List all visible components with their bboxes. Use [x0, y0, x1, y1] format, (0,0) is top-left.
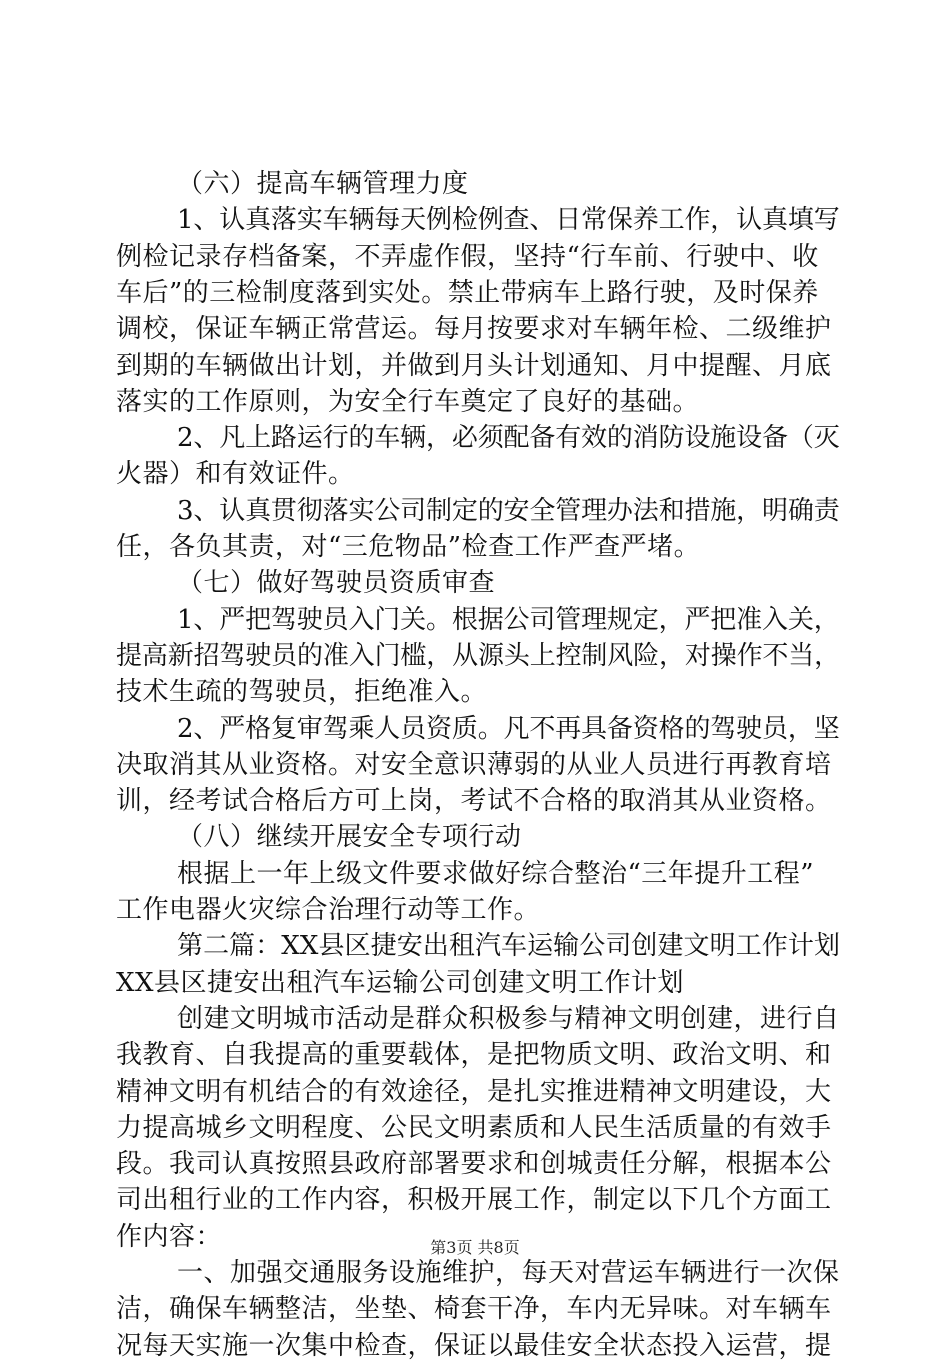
paragraph-line: 洁，确保车辆整洁，坐垫、椅套干净，车内无异味。对车辆车 — [116, 1294, 832, 1324]
paragraph-line: 段。我司认真按照县政府部署要求和创城责任分解，根据本公 — [116, 1149, 832, 1179]
paragraph-line: 1、认真落实车辆每天例检例查、日常保养工作，认真填写 — [177, 205, 840, 235]
paragraph-line: 工作电器火灾综合治理行动等工作。 — [116, 895, 541, 925]
paragraph-line: 提高新招驾驶员的准入门槛，从源头上控制风险，对操作不当， — [116, 641, 841, 671]
paragraph-line: 2、严格复审驾乘人员资质。凡不再具备资格的驾驶员，坚 — [177, 714, 840, 744]
paragraph-line: 落实的工作原则，为安全行车奠定了良好的基础。 — [116, 387, 700, 417]
paragraph-line: 技术生疏的驾驶员，拒绝准入。 — [116, 677, 488, 707]
paragraph-line: 训，经考试合格后方可上岗，考试不合格的取消其从业资格。 — [116, 786, 832, 816]
paragraph-line: 1、严把驾驶员入门关。根据公司管理规定，严把准入关， — [177, 605, 840, 635]
paragraph-line: 根据上一年上级文件要求做好综合整治“三年提升工程” — [177, 859, 815, 889]
paragraph-line: 况每天实施一次集中检查，保证以最佳安全状态投入运营，提 — [116, 1331, 832, 1361]
paragraph-line: 力提高城乡文明程度、公民文明素质和人民生活质量的有效手 — [116, 1113, 832, 1143]
paragraph-line: 到期的车辆做出计划，并做到月头计划通知、月中提醒、月底 — [116, 351, 832, 381]
paragraph-line: 作内容： — [116, 1222, 223, 1252]
paragraph-line: 创建文明城市活动是群众积极参与精神文明创建，进行自 — [177, 1004, 840, 1034]
paragraph-line: 3、认真贯彻落实公司制定的安全管理办法和措施，明确责 — [177, 496, 840, 526]
paragraph-line: 2、凡上路运行的车辆，必须配备有效的消防设施设备（灭 — [177, 423, 840, 453]
paragraph-line: 决取消其从业资格。对安全意识薄弱的从业人员进行再教育培 — [116, 750, 832, 780]
paragraph-line: 火器）和有效证件。 — [116, 459, 355, 489]
document-title: XX县区捷安出租汽车运输公司创建文明工作计划 — [116, 968, 685, 998]
section-heading-6: （六）提高车辆管理力度 — [177, 169, 469, 199]
paragraph-line: 精神文明有机结合的有效途径，是扎实推进精神文明建设，大 — [116, 1077, 832, 1107]
paragraph-line: 例检记录存档备案，不弄虚作假，坚持“行车前、行驶中、收 — [116, 242, 819, 272]
paragraph-line: 任，各负其责，对“三危物品”检查工作严查严堵。 — [116, 532, 701, 562]
chapter-title: 第二篇：XX县区捷安出租汽车运输公司创建文明工作计划 — [177, 931, 841, 961]
paragraph-line: 司出租行业的工作内容，积极开展工作，制定以下几个方面工 — [116, 1185, 832, 1215]
paragraph-line: 车后”的三检制度落到实处。禁止带病车上路行驶，及时保养 — [116, 278, 819, 308]
paragraph-line: 一、加强交通服务设施维护，每天对营运车辆进行一次保 — [177, 1258, 840, 1288]
paragraph-line: 我教育、自我提高的重要载体，是把物质文明、政治文明、和 — [116, 1040, 832, 1070]
section-heading-7: （七）做好驾驶员资质审查 — [177, 568, 496, 598]
page-footer: 第3页 共8页 — [430, 1238, 520, 1257]
paragraph-line: 调校，保证车辆正常营运。每月按要求对车辆年检、二级维护 — [116, 314, 832, 344]
section-heading-8: （八）继续开展安全专项行动 — [177, 822, 522, 852]
